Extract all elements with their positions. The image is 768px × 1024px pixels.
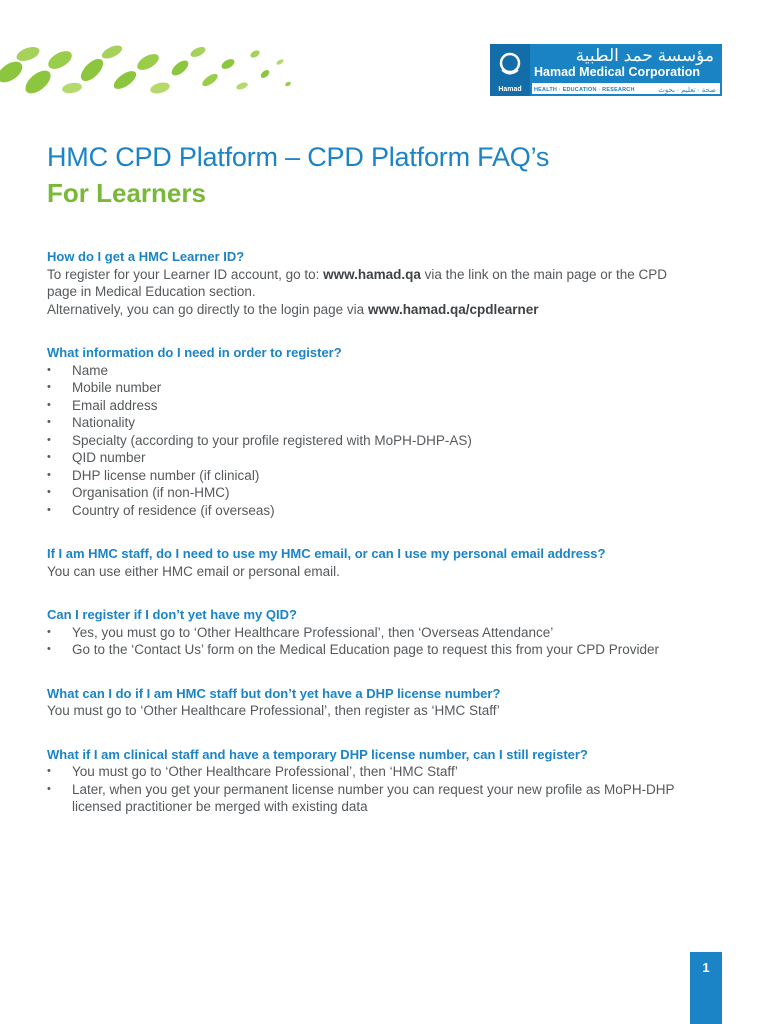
page-subtitle: For Learners [47, 178, 206, 208]
logo-arabic-name: مؤسسة حمد الطبية [575, 46, 714, 65]
faq-staff-email [47, 545, 727, 580]
faq-registration-info [47, 344, 727, 519]
list-item: • Specialty (according to your profile registered with MoPH-DHP-AS) [47, 432, 727, 450]
answer-text: Alternatively, you can go directly to the login page via [47, 301, 368, 317]
faq-question: If I am HMC staff, do I need to use my HMC email, or can I use my personal email address? [47, 546, 606, 561]
logo-tagline: HEALTH · EDUCATION · RESEARCH [534, 87, 635, 93]
faq-question: Can I register if I don’t yet have my QID? [47, 607, 297, 622]
faq-question: What if I am clinical staff and have a temporary DHP license number, can I still register? [47, 746, 588, 762]
faq-temporary-license [47, 746, 727, 816]
page-title: HMC CPD Platform – CPD Platform FAQ’s [47, 142, 550, 172]
hamad-link[interactable]: www.hamad.qa [323, 266, 421, 282]
answer-text: via the link on the main page or the CPD [420, 266, 668, 282]
faq-content [47, 248, 727, 816]
list-item: • Organisation (if non-HMC) [47, 484, 727, 502]
faq-no-dhp-license [47, 685, 727, 720]
list-item: • Country of residence (if overseas) [47, 502, 727, 520]
faq-question: How do I get a HMC Learner ID? [47, 249, 245, 264]
list-item: • Nationality [47, 414, 727, 432]
list-item: • QID number [47, 449, 727, 467]
faq-no-qid [47, 606, 727, 659]
faq-answer-line: You must go to ‘Other Healthcare Professional’, then register as ‘HMC Staff’ [47, 703, 500, 718]
faq-bullet-list [47, 362, 727, 520]
faq-bullet-list [47, 624, 727, 659]
list-item [47, 781, 727, 816]
list-item: • Email address [47, 397, 727, 415]
logo-tagline-arabic: صحة · تعليم · بحوث [658, 87, 716, 94]
faq-answer-line [47, 266, 727, 284]
faq-answer-line [47, 301, 727, 319]
list-item: • You must go to ‘Other Healthcare Professional’, then ‘HMC Staff’ [47, 763, 727, 781]
list-item: • Name [47, 362, 727, 380]
hamad-emblem-icon [490, 44, 530, 84]
faq-answer-line: You can use either HMC email or personal email. [47, 563, 340, 579]
list-item-line: licensed practitioner be merged with existing data [72, 799, 368, 814]
answer-text: To register for your Learner ID account, go to: [47, 266, 324, 282]
page-number: 1 [690, 952, 722, 1024]
hmc-logo [490, 44, 722, 96]
logo-english-name: Hamad Medical Corporation [534, 65, 700, 79]
faq-question: What information do I need in order to register? [47, 345, 342, 360]
list-item: • DHP license number (if clinical) [47, 467, 727, 485]
hamad-mark-word: Hamad [498, 86, 522, 93]
hamad-mark [490, 44, 530, 96]
faq-question: What can I do if I am HMC staff but don’t yet have a DHP license number? [47, 685, 501, 701]
cpdlearner-link[interactable]: www.hamad.qa/cpdlearner [367, 301, 539, 317]
faq-learner-id [47, 248, 727, 318]
list-item: • Go to the ‘Contact Us’ form on the Medical Education page to request this from your CPD Provider [47, 641, 727, 659]
list-item-line: Later, when you get your permanent license number you can request your new profile as MoPH-DHP [72, 781, 675, 797]
list-item: • Yes, you must go to ‘Other Healthcare Professional’, then ‘Overseas Attendance’ [47, 624, 727, 642]
leaves-decoration [0, 40, 295, 100]
faq-answer-line: page in Medical Education section. [47, 284, 256, 299]
list-item: • Mobile number [47, 379, 727, 397]
faq-bullet-list [47, 763, 727, 816]
